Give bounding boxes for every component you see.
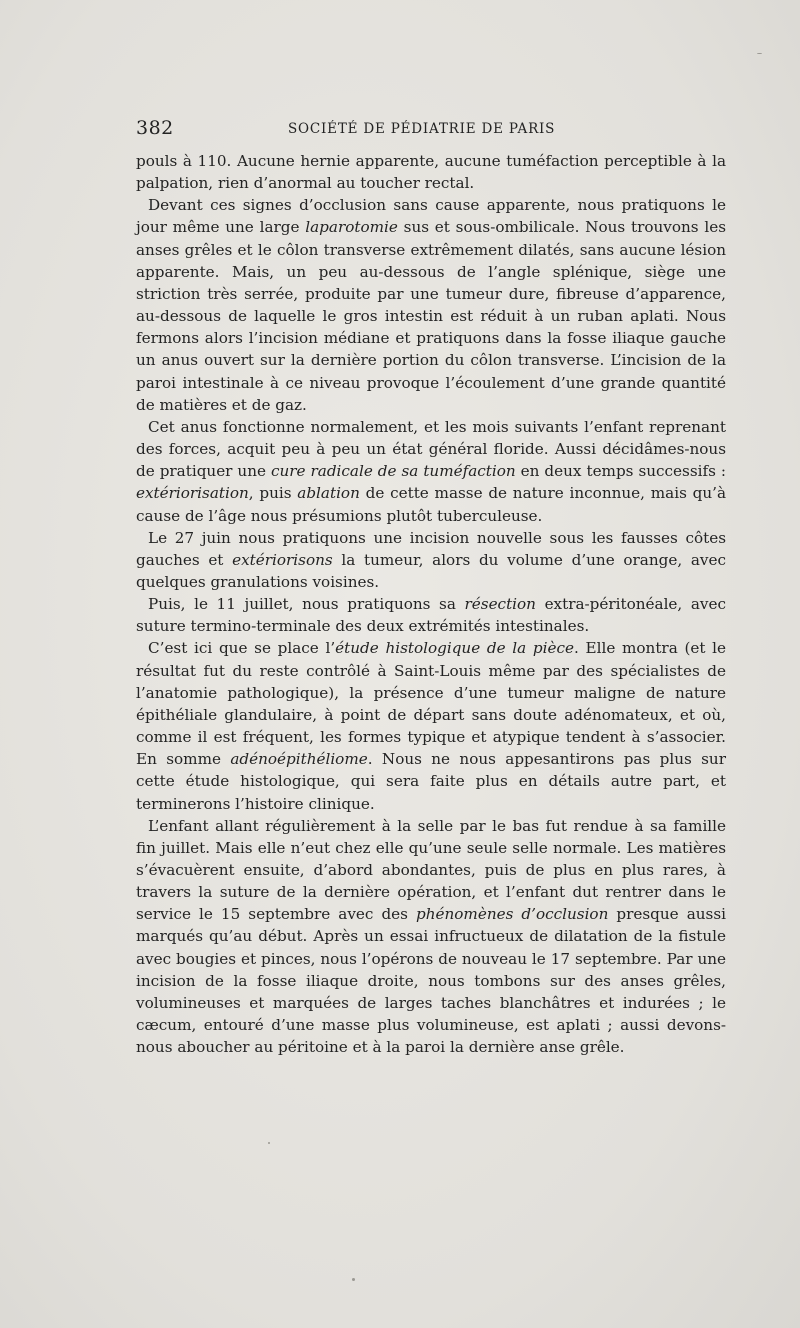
text-run: de cette masse de nature inconnue, mais qu’à cause de l’âge nous présumions plutôt tuberculeuse.: [136, 484, 727, 525]
italic-term: laparotomie: [305, 218, 398, 237]
text-run: L’enfant allant régulièrement à la selle par le bas fut rendue à sa famille fin juillet. Mais elle n’eut chez elle qu’une seule selle normale. Les matières s’évacuèrent ensuite, d’abord abondantes, puis de plus en plus rares, à travers la suture de la dernière opération, et l’enfant dut rentrer dans le service le 15 septembre avec des: [136, 816, 726, 924]
italic-term: extériorisons: [232, 550, 333, 569]
paragraph-2: [136, 194, 726, 416]
text-run: extra-péritonéale, avec suture termino-terminale des deux extrémités intestinales.: [136, 595, 726, 636]
italic-term: résection: [464, 595, 536, 614]
paragraph-3: [136, 416, 726, 527]
text-run: , puis: [248, 484, 298, 503]
italic-term: extériorisation: [136, 484, 249, 503]
text-run: . Elle montra (et le résultat fut du reste contrôlé à Saint-Louis même par des spécialistes de l’anatomie pathologique), la présence d’une tumeur maligne de nature épithéliale glandulaire, à point de départ sans doute adénomateux, et où, comme il est fréquent, les formes typique et atypique tendent à s’associer. En somme: [136, 639, 727, 769]
text-run: Cet anus fonctionne normalement, et les mois suivants l’enfant reprenant des forces, acquit peu à peu un état général floride. Aussi décidâmes-nous de pratiquer une: [136, 417, 726, 481]
text-run: presque aussi marqués qu’au début. Après un essai infructueux de dilatation de la fistule avec bougies et pinces, nous l’opérons de nouveau le 17 septembre. Par une incision de la fosse iliaque droite, nous tombons sur des anses grêles, volumineuses et marquées de larges taches blanchâtres et indurées ; le cæcum, entouré d’une masse plus volumineuse, est aplati ; aussi devons-nous aboucher au péritoine et à la paroi la dernière anse grêle.: [136, 905, 726, 1057]
running-head: SOCIÉTÉ DE PÉDIATRIE DE PARIS: [288, 121, 556, 137]
text-run: en deux temps successifs :: [515, 462, 726, 481]
italic-term: phénomènes d’occlusion: [416, 905, 609, 924]
scan-speck: [352, 1278, 355, 1281]
paragraph-4: [136, 527, 726, 593]
italic-term: ablation: [297, 484, 360, 503]
text-run: la tumeur, alors du volume d’une orange, avec quelques granulations voisines.: [136, 550, 726, 591]
italic-term: adénoépithéliome: [230, 750, 368, 769]
text-run: sus et sous-ombilicale. Nous trouvons les anses grêles et le côlon transverse extrêmement dilatés, sans aucune lésion apparente. Mais, un peu au-dessous de l’angle splénique, siège une striction très serrée, produite par une tumeur dure, fibreuse d’apparence, au-dessous de laquelle le gros intestin est réduit à un ruban aplati. Nous fermons alors l’incision médiane et pratiquons dans la fosse iliaque gauche un anus ouvert sur la dernière portion du côlon transverse. L’incision de la paroi intestinale à ce niveau provoque l’écoulement d’une grande quantité de matières et de gaz.: [136, 218, 726, 414]
page-header: [136, 117, 726, 143]
page-number: 382: [136, 117, 174, 139]
text-run: Puis, le 11 juillet, nous pratiquons sa: [148, 595, 465, 614]
text-run: . Nous ne nous appesantirons pas plus sur cette étude histologique, qui sera faite plus en détails autre part, et terminerons l’histoire clinique.: [136, 750, 726, 813]
text-run: C’est ici que se place l’: [148, 639, 336, 658]
text-run: Devant ces signes d’occlusion sans cause apparente, nous pratiquons le jour même une large: [136, 196, 726, 237]
paragraph-6: [136, 637, 726, 814]
body-text: [136, 150, 726, 1058]
scan-speck: [268, 1142, 270, 1144]
scan-speck: [757, 53, 762, 54]
paragraph-7: [136, 815, 726, 1059]
text-run: pouls à 110. Aucune hernie apparente, aucune tuméfaction perceptible à la palpation, rien d’anormal au toucher rectal.: [136, 152, 726, 193]
text-run: Le 27 juin nous pratiquons une incision nouvelle sous les fausses côtes gauches et: [136, 528, 726, 569]
paragraph-1: [136, 150, 726, 194]
paragraph-5: [136, 593, 726, 637]
italic-term: cure radicale de sa tuméfaction: [270, 462, 516, 481]
italic-term: étude histologique de la pièce: [335, 639, 574, 658]
